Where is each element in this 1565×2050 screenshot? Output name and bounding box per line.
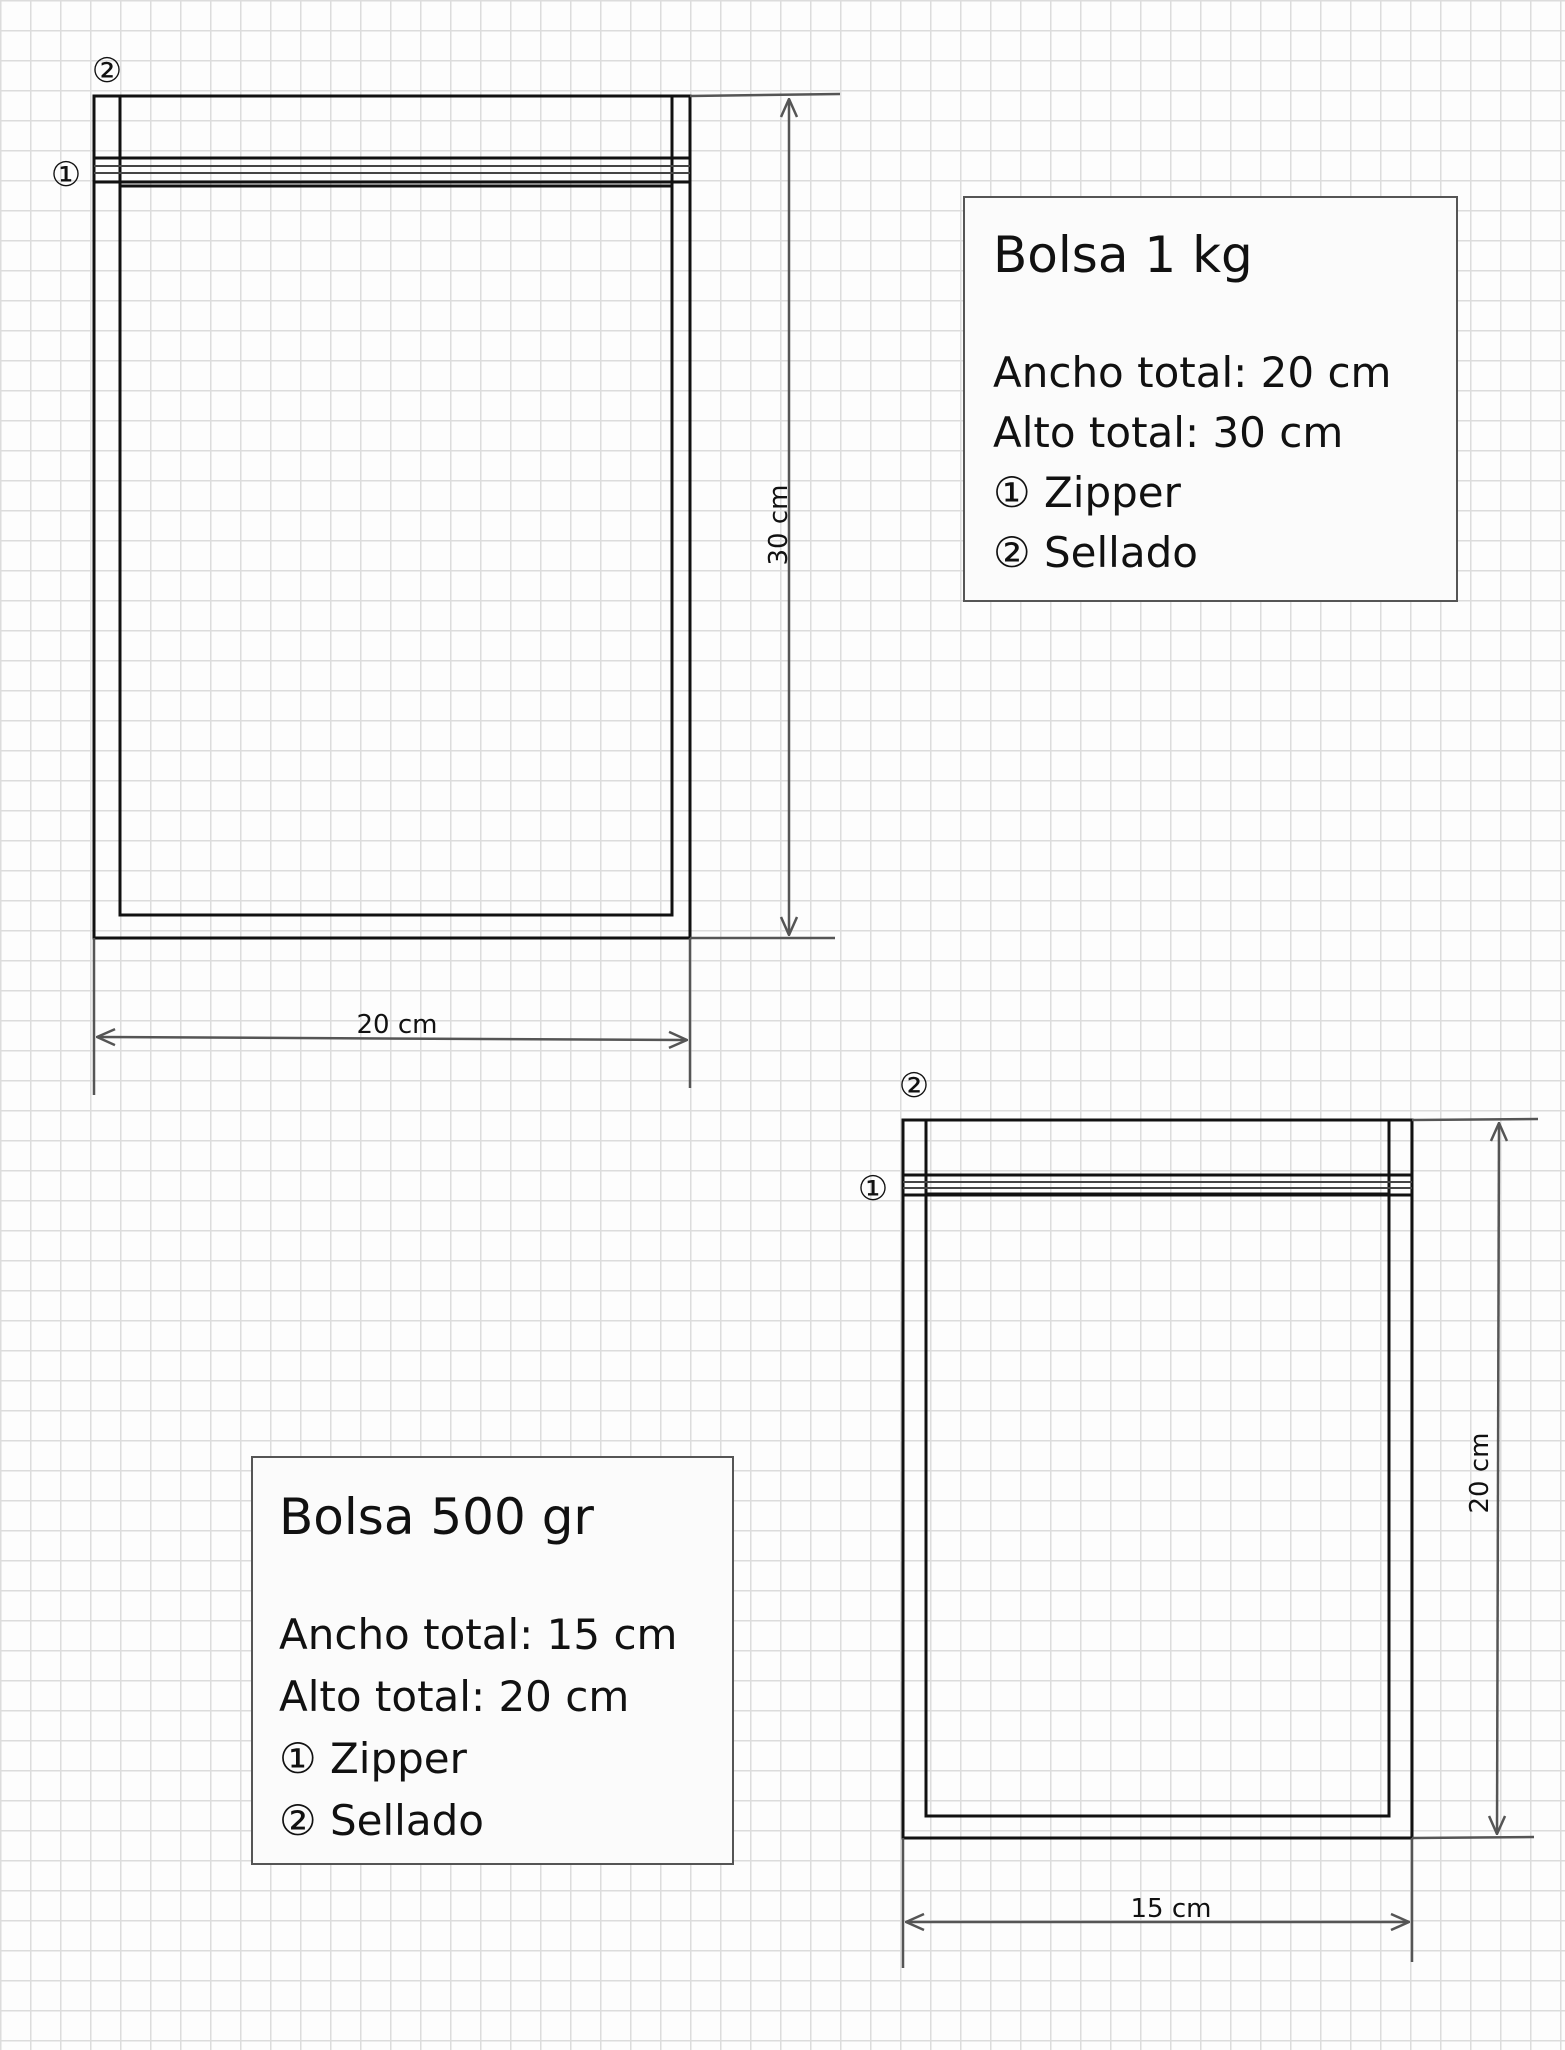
bag-1kg-zipper-strip <box>94 158 690 182</box>
bag-500gr-height-spec: Alto total: 20 cm <box>279 1672 630 1721</box>
bag-500gr-title: Bolsa 500 gr <box>279 1488 594 1546</box>
bag-500gr-height-label: 20 cm <box>1465 1432 1495 1514</box>
bag-500gr-height-ext-top <box>1412 1119 1538 1120</box>
bag-1kg-height-spec: Alto total: 30 cm <box>993 408 1344 457</box>
bag-1kg-inner-outline <box>120 186 672 915</box>
bag-500gr-zipper-legend: ① Zipper <box>279 1734 467 1783</box>
bag-1kg-drawing <box>51 51 840 1095</box>
bag-1kg-zipper-marker: ① <box>50 155 82 195</box>
bag-1kg-seal-marker: ② <box>91 51 123 91</box>
bag-1kg-width-label: 20 cm <box>356 1010 438 1040</box>
bag-1kg-zipper-legend: ① Zipper <box>993 468 1181 517</box>
bag-1kg-outer-outline <box>94 96 690 938</box>
bag-500gr-height-ext-bottom <box>1412 1837 1534 1838</box>
bag-1kg-height-ext-top <box>690 94 840 96</box>
bag-500gr-width-spec: Ancho total: 15 cm <box>279 1610 678 1659</box>
bag-1kg-seal-legend: ② Sellado <box>993 528 1198 577</box>
bag-500gr-seal-legend: ② Sellado <box>279 1796 484 1845</box>
bag-500gr-outer-outline <box>903 1120 1412 1838</box>
bag-500gr-drawing <box>858 1066 1538 1968</box>
bag-500gr-info-box <box>251 1456 734 1865</box>
bag-500gr-zipper-strip <box>903 1175 1412 1195</box>
bag-500gr-inner-outline <box>926 1194 1389 1816</box>
bag-500gr-width-label: 15 cm <box>1130 1894 1212 1924</box>
bag-500gr-zipper-marker: ① <box>857 1169 889 1209</box>
bag-1kg-info-box <box>963 196 1458 602</box>
bag-500gr-height-dimension-line <box>1497 1123 1499 1834</box>
bag-1kg-title: Bolsa 1 kg <box>993 226 1253 284</box>
bag-1kg-width-spec: Ancho total: 20 cm <box>993 348 1392 397</box>
bag-1kg-height-label: 30 cm <box>764 484 794 566</box>
bag-500gr-seal-marker: ② <box>898 1066 930 1106</box>
